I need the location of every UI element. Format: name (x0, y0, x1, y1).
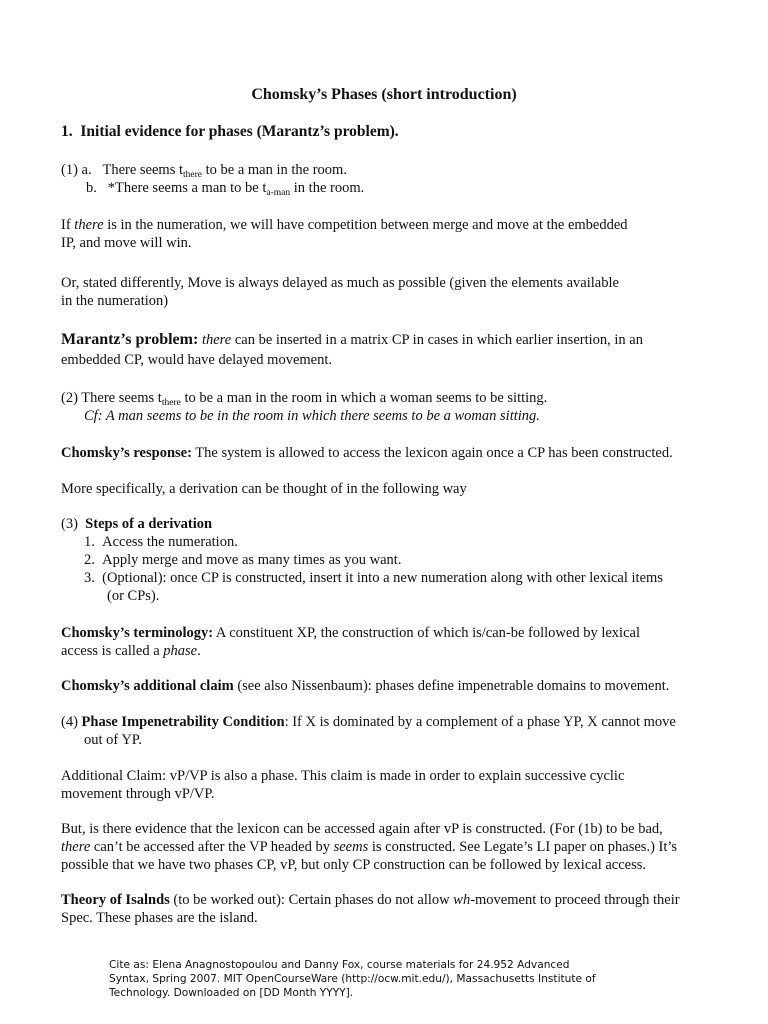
section-heading-1: 1. Initial evidence for phases (Marantz’s problem). (61, 123, 399, 140)
citation-line-1: Cite as: Elena Anagnostopoulou and Danny Fox, course materials for 24.952 Advanced (109, 959, 570, 971)
paragraph-additional-claim: Chomsky’s additional claim (see also Nissenbaum): phases define impenetrable domains to movement. (61, 678, 670, 694)
example-1a: (1) a. There seems $t_{there}$ to be a man in the room. (61, 162, 347, 180)
paragraph-derivation-intro: More specifically, a derivation can be thought of in the following way (61, 481, 467, 497)
paragraph-move-delayed: Or, stated differently, Move is always delayed as much as possible (given the elements available (61, 275, 619, 291)
paragraph-marantz-problem: Marantz’s problem: there can be inserted in a matrix CP in cases in which earlier insertion, in an (61, 331, 643, 348)
paragraph-lexicon-access: But, is there evidence that the lexicon can be accessed again after vP is constructed. (For (1b) to be bad, (61, 821, 663, 837)
paragraph-chomsky-response: Chomsky’s response: The system is allowed to access the lexicon again once a CP has been constructed. (61, 445, 673, 461)
paragraph-chomsky-terminology: Chomsky’s terminology: A constituent XP, the construction of which is/can-be followed by lexical (61, 625, 640, 641)
paragraph-vp-phase: Additional Claim: vP/VP is also a phase. This claim is made in order to explain successive cyclic (61, 768, 625, 784)
example-2-cf: Cf: A man seems to be in the room in which there seems to be a woman sitting. (84, 408, 540, 424)
example-3-heading: (3) Steps of a derivation (61, 516, 213, 532)
paragraph-move-delayed-line2: in the numeration) (61, 293, 169, 309)
example-4-pic-line2: out of YP. (84, 732, 142, 748)
page-title: Chomsky’s Phases (short introduction) (251, 86, 517, 103)
paragraph-there-numeration: If there is in the numeration, we will have competition between merge and move at the embedded (61, 217, 628, 233)
derivation-step-3: 3. (Optional): once CP is constructed, insert it into a new numeration along with other lexical items (84, 570, 663, 586)
paragraph-marantz-problem-line2: embedded CP, would have delayed movement. (61, 352, 333, 368)
derivation-step-3-cont: (or CPs). (107, 588, 160, 604)
paragraph-chomsky-terminology-line2: access is called a phase. (61, 643, 201, 659)
paragraph-theory-of-islands-line2: Spec. These phases are the island. (61, 910, 258, 926)
paragraph-lexicon-access-line3: possible that we have two phases CP, vP, but only CP construction can be followed by lexical access. (61, 857, 646, 873)
paragraph-vp-phase-line2: movement through vP/VP. (61, 786, 215, 802)
paragraph-there-numeration-line2: IP, and move will win. (61, 235, 192, 251)
example-2: (2) There seems $t_{there}$ to be a man in the room in which a woman seems to be sitting. (61, 390, 548, 408)
derivation-step-1: 1. Access the numeration. (84, 534, 238, 550)
paragraph-theory-of-islands: Theory of Isalnds (to be worked out): Certain phases do not allow wh-movement to proceed through their (61, 892, 680, 908)
example-4-pic: (4) Phase Impenetrability Condition: If X is dominated by a complement of a phase YP, X cannot move (61, 714, 676, 730)
citation-line-2: Syntax, Spring 2007. MIT OpenCourseWare (http://ocw.mit.edu/), Massachusetts Institute of (109, 973, 596, 985)
derivation-step-2: 2. Apply merge and move as many times as you want. (84, 552, 402, 568)
example-1b: b. *There seems a man to be $t_{a-man}$ in the room. (86, 180, 365, 198)
paragraph-lexicon-access-line2: there can’t be accessed after the VP headed by seems is constructed. See Legate’s LI paper on phases.) It’s (61, 839, 678, 855)
citation-line-3: Technology. Downloaded on [DD Month YYYY]. (109, 987, 354, 999)
